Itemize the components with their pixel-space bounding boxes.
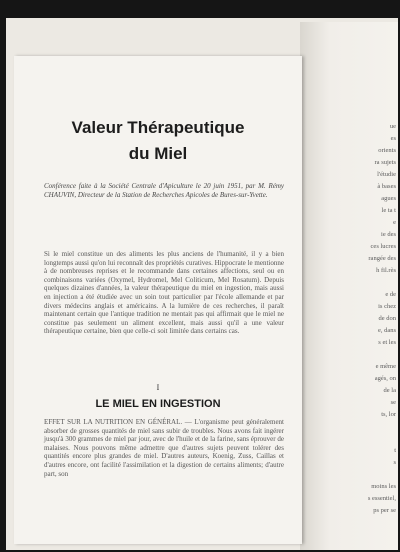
conference-note: Conférence faite à la Société Centrale d'Apiculture le 20 juin 1951, par M. Rémy CHAUVIN, Directeur de la Station de Recherches Apicoles de Bures-sur-Yvette. bbox=[44, 182, 284, 199]
intro-paragraph: Si le miel constitue un des aliments les plus anciens de l'humanité, il y a bien longtemps aussi qu'on lui reconnaît des propriétés curatives. Hippocrate le mentionne à de nombreuses reprises et le recommande dans certaines affections, seul ou en combinaisons variées (Oxymel, Hydromel, Mel Coliticum, Mel Rosatum). Depuis quelques dizaines d'années, la valeur thérapeutique du miel en ingestion, mais aussi en injection a été étudiée avec un soin tout particulier par l'école allemande et par divers médecins anglais et américains. A la lumière de ces recherches, il paraît maintenant certain que l'antique tradition ne mentait pas qui affirmait que le miel ne constitue pas seulement un aliment excellent, mais aussi qu'il a une valeur thérapeutique certaine, bien que celle-ci soit limitée dans certains cas. bbox=[44, 250, 284, 336]
section-heading: LE MIEL EN INGESTION bbox=[95, 398, 221, 410]
margin-text-fragment: ps per se bbox=[373, 507, 396, 514]
margin-text-fragment: s bbox=[393, 459, 396, 466]
section-paragraph: EFFET SUR LA NUTRITION EN GÉNÉRAL. — L'organisme peut généralement absorber de grosses quantités de miel sans subir de troubles. Nous avons fait ingérer jusqu'à 300 grammes de miel par jour, avec de l'huile et de la farine, sans éprouver de malaises. Nous pouvons même admettre que d'autres sujets peuvent tolérer des quantités encore plus grandes de miel. D'autres auteurs, Koenig, Zuss, Caillas et d'autres encore, ont facilité l'assimilation et la digestion de certains aliments; d'autre part, son bbox=[44, 418, 284, 478]
section-numeral: I bbox=[156, 383, 160, 392]
margin-text-fragment: ts, lor bbox=[381, 411, 396, 418]
margin-text-fragment: ie des bbox=[381, 231, 396, 238]
margin-text-fragment: rangée des bbox=[368, 255, 396, 262]
margin-text-fragment: orients bbox=[378, 147, 396, 154]
margin-text-fragment: e bbox=[393, 219, 396, 226]
margin-text-fragment: t bbox=[394, 447, 396, 454]
margin-text-fragment: e même bbox=[375, 363, 396, 370]
margin-text-fragment: is chez bbox=[378, 303, 396, 310]
margin-text-fragment: ue bbox=[389, 123, 396, 130]
margin-text-fragment: e, dans bbox=[377, 327, 396, 334]
margin-text-fragment: se bbox=[390, 399, 396, 406]
margin-text-fragment: s essentiel, bbox=[367, 495, 396, 502]
margin-text-fragment: agues bbox=[381, 195, 396, 202]
underlying-page-edge bbox=[300, 22, 398, 550]
margin-text-fragment: le ta t bbox=[381, 207, 396, 214]
margin-text-fragment: h fil.rès bbox=[376, 267, 396, 274]
margin-text-fragment: s et les bbox=[378, 339, 396, 346]
margin-text-fragment: l'étudie bbox=[377, 171, 396, 178]
margin-text-fragment: de don bbox=[378, 315, 396, 322]
margin-text-fragment: es bbox=[390, 135, 396, 142]
margin-text-fragment: moins les bbox=[371, 483, 396, 490]
document-title-line-2: du Miel bbox=[128, 144, 188, 163]
margin-text-fragment: agés, on bbox=[374, 375, 396, 382]
document-title-line-1: Valeur Thérapeutique bbox=[71, 118, 245, 137]
margin-text-fragment: ces lucres bbox=[370, 243, 396, 250]
margin-text-fragment: à bases bbox=[377, 183, 396, 190]
document-page bbox=[14, 56, 302, 544]
margin-text-fragment: e de bbox=[385, 291, 396, 298]
margin-text-fragment: de la bbox=[383, 387, 396, 394]
margin-text-fragment: ra sujets bbox=[374, 159, 396, 166]
